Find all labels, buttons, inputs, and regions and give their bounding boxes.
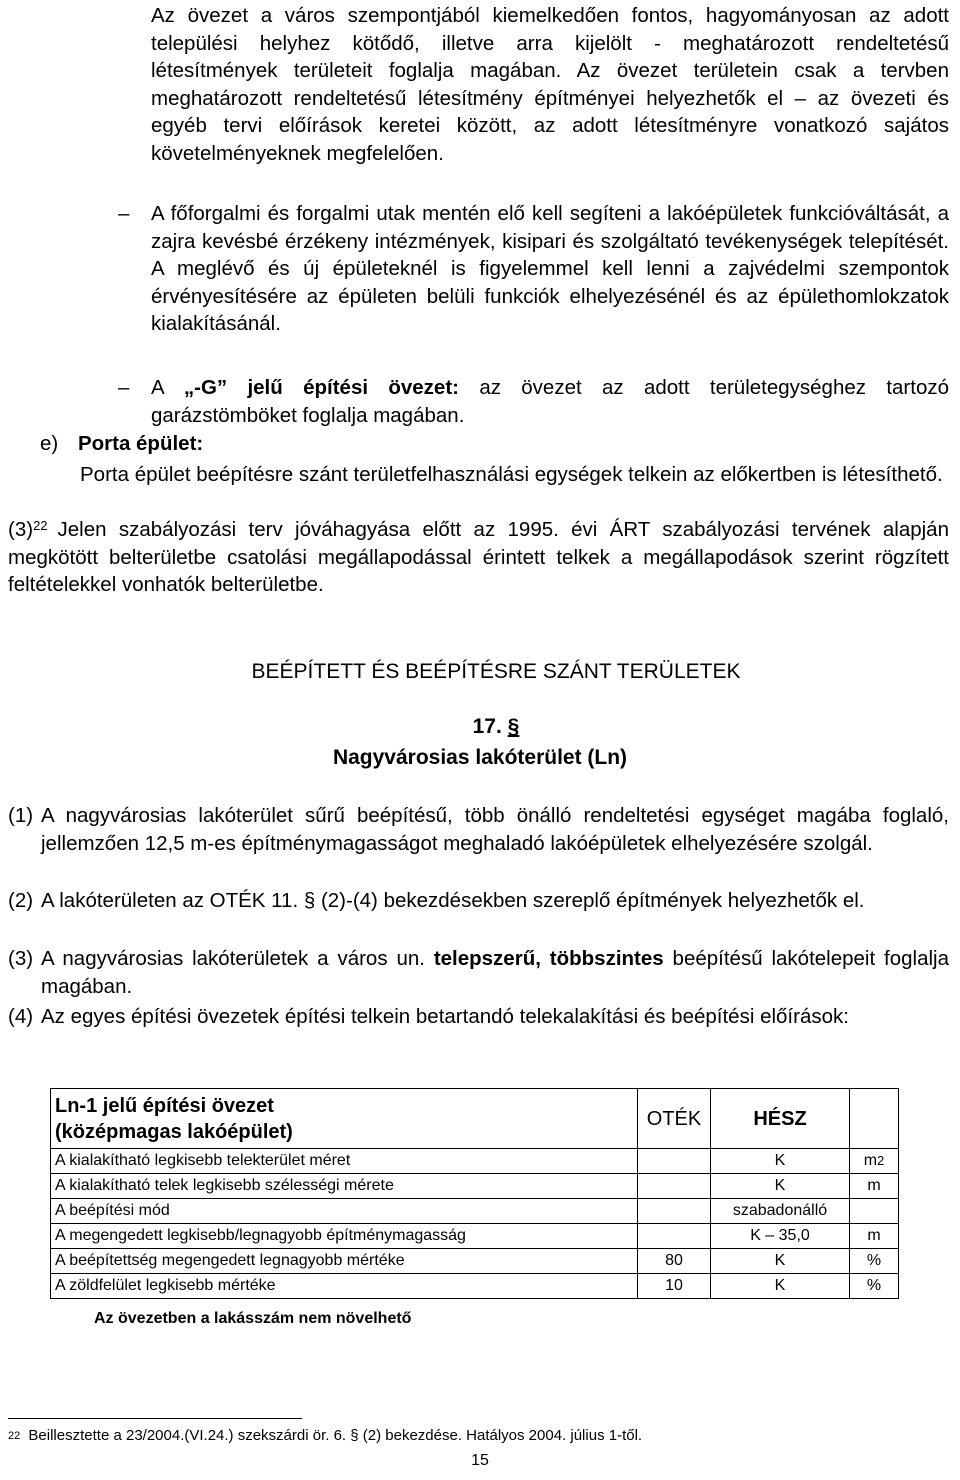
table-row: A beépítési mód szabadonálló — [51, 1199, 899, 1224]
zone-description-paragraph: Az övezet a város szempontjából kiemelkedően fontos, hagyományosan az adott települési helyhez kötődő, illetve arra kijelölt - meghatározott rendeltetésű létesítmények területeit foglalja magában. Az övezet területein csak a tervben meghatározott rendeltetésű létesítmény építményei helyezhetők el – az övezeti és egyéb tervi előírások keretei között, az adott létesítményre vonatkozó sajátos követelményeknek megfelelően. — [151, 4, 949, 165]
footnote — [8, 1426, 642, 1446]
table-row: A zöldfelület legkisebb mértéke 10 K % — [51, 1274, 899, 1299]
point-3 — [8, 945, 949, 1000]
point-1 — [8, 802, 949, 857]
footnote-ref: 22 — [33, 518, 48, 533]
dash-bullet: – — [118, 376, 130, 399]
point-number: (1) — [8, 804, 34, 827]
zone-title-cell: Ln-1 jelű építési övezet (középmagas lakóépület) — [51, 1089, 638, 1149]
point-number: (4) — [8, 1005, 34, 1028]
point-number: (2) — [8, 889, 34, 912]
table-row: A megengedett legkisebb/legnagyobb építménymagasság K – 35,0 m — [51, 1224, 899, 1249]
paragraph-sign: § — [507, 715, 520, 738]
point-text: A nagyvárosias lakóterületek a város un. telepszerű, többszintes beépítésű lakótelepeit foglalja magában. — [41, 947, 950, 998]
paragraph-3 — [8, 516, 949, 599]
table-note: Az övezetben a lakásszám nem növelhető — [94, 1310, 412, 1327]
bullet-item — [118, 374, 949, 429]
section-heading: BEÉPÍTETT ÉS BEÉPÍTÉSRE SZÁNT TERÜLETEK — [251, 660, 741, 683]
item-e-title: Porta épület: — [77, 432, 204, 455]
zone-requirements-table — [50, 1088, 899, 1299]
col-otek-header: OTÉK — [638, 1089, 711, 1149]
table-row: A beépítettség megengedett legnagyobb mértéke 80 K % — [51, 1249, 899, 1274]
footnote-text: Beillesztette a 23/2004.(VI.24.) szekszárdi ör. 6. § (2) bekezdése. Hatályos 2004. július 1-től. — [28, 1427, 643, 1444]
point-2 — [8, 887, 949, 915]
col-hesz-header: HÉSZ — [711, 1089, 850, 1149]
item-e — [40, 430, 949, 458]
paragraph-sign-heading — [0, 715, 960, 739]
point-text: A nagyvárosias lakóterület sűrű beépítésű, több önálló rendeltetési egységet magába foglaló, jellemzően 12,5 m-es építménymagasságot meghaladó lakóépületek elhelyezésére szolgál. — [41, 804, 949, 855]
emphasis: telepszerű, többszintes — [433, 947, 664, 970]
footnote-number: 22 — [8, 1430, 21, 1442]
point-number: (3) — [8, 947, 34, 970]
bullet-text: A „-G” jelű építési övezet: az övezet az adott területegységhez tartozó garázstömböket foglalja magában. — [151, 376, 950, 427]
item-e-text: Porta épület beépítésre szánt területfelhasználási egységek telkein az előkertben is létesíthető. — [80, 463, 943, 486]
item-e-label: e) — [40, 432, 59, 455]
table-row: A kialakítható telek legkisebb szélességi mérete K m — [51, 1174, 899, 1199]
bullet-item — [118, 200, 949, 338]
point-text: A lakóterületen az OTÉK 11. § (2)-(4) bekezdésekben szereplő építmények helyezhetők el. — [41, 889, 865, 912]
paragraph-number: 17. — [472, 715, 502, 738]
col-unit-header — [850, 1089, 899, 1149]
paragraph-3-text: Jelen szabályozási terv jóváhagyása előtt az 1995. évi ÁRT szabályozási tervének alapján megkötött belterületbe csatolási megállapodással érintett telkek a megállapodások szerint rögzített feltételekkel vonhatók belterületbe. — [8, 518, 949, 596]
page-number: 15 — [471, 1452, 489, 1469]
dash-bullet: – — [118, 202, 130, 225]
table-row: A kialakítható legkisebb telekterület méret K $m^2$ — [51, 1149, 899, 1174]
bullet-text: A főforgalmi és forgalmi utak mentén elő kell segíteni a lakóépületek funkcióváltását, a zajra kevésbé érzékeny intézmények, kisipari és szolgáltató tevékenységek telepítését. A meglévő és új épületeknél is figyelemmel kell lenni a zajvédelmi szempontok érvényesítésére az épületen belüli funkciók elhelyezésénél és az épülethomlokzatok kialakításánál. — [151, 202, 949, 335]
point-text: Az egyes építési övezetek építési telkein betartandó telekalakítási és beépítési előírások: — [41, 1005, 849, 1028]
table-header-row — [51, 1089, 899, 1149]
paragraph-title: Nagyvárosias lakóterület (Ln) — [332, 746, 628, 769]
zone-g-title: „-G” jelű építési övezet: — [183, 376, 459, 399]
footnote-separator — [8, 1418, 302, 1419]
point-4 — [8, 1003, 949, 1031]
paragraph-number: (3) — [8, 518, 34, 541]
